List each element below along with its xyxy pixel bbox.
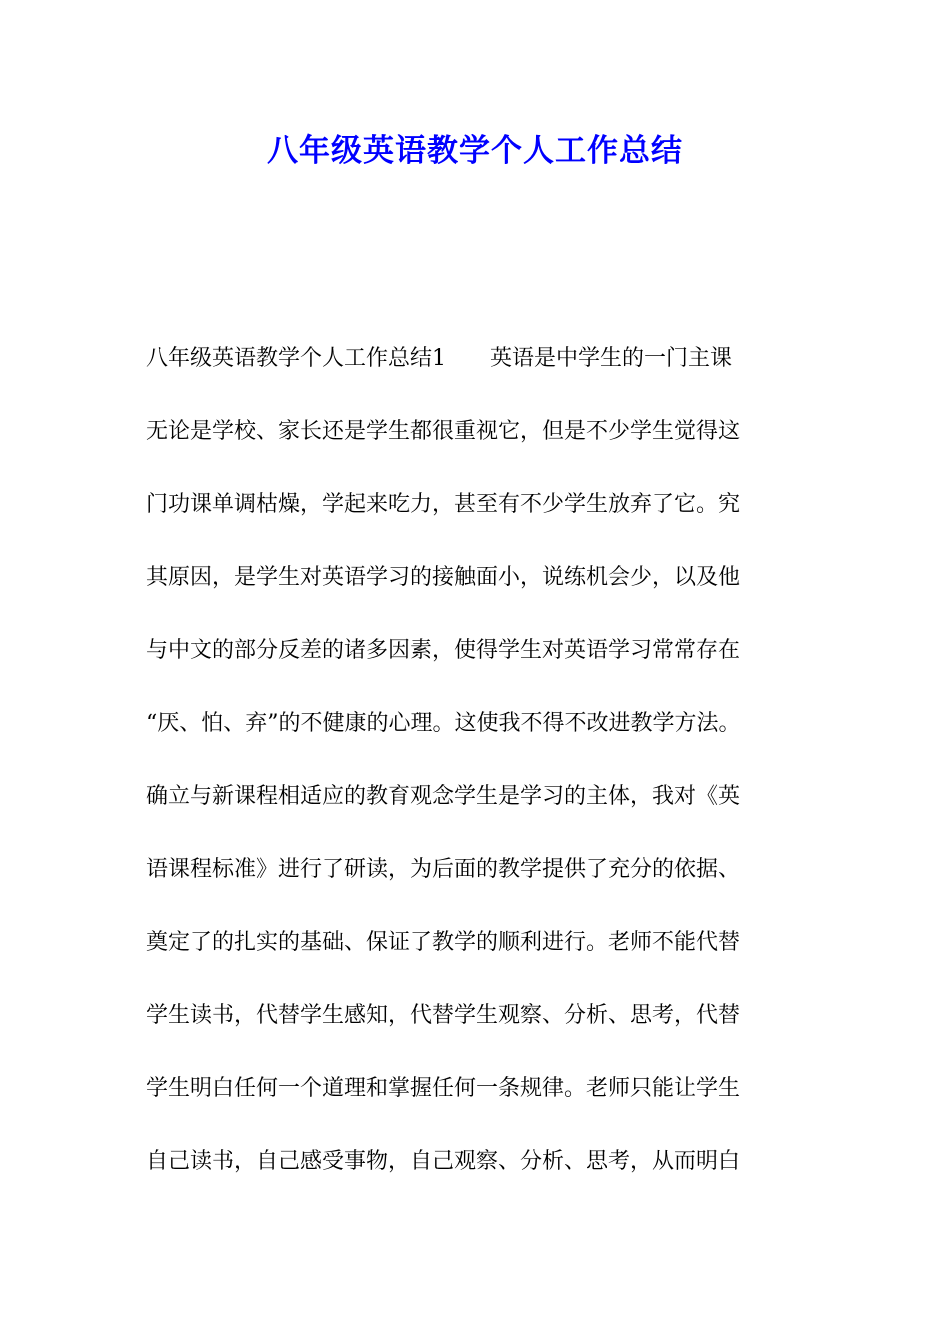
document-title: 八年级英语教学个人工作总结	[267, 133, 683, 169]
text-line: 学生明白任何一个道理和掌握任何一条规律。老师只能让学生	[146, 1076, 741, 1101]
text-line: 奠定了的扎实的基础、保证了教学的顺利进行。老师不能代替	[146, 930, 741, 955]
text-line: 自己读书，自己感受事物，自己观察、分析、思考，从而明白	[146, 1149, 741, 1174]
text-line: 确立与新课程相适应的教育观念学生是学习的主体，我对《英	[146, 784, 741, 809]
document-body	[146, 339, 846, 1215]
text-line: 八年级英语教学个人工作总结1 英语是中学生的一门主课	[146, 346, 732, 371]
text-line: 其原因，是学生对英语学习的接触面小，说练机会少，以及他	[146, 565, 741, 590]
text-line: 语课程标准》进行了研读，为后面的教学提供了充分的依据、	[146, 857, 741, 882]
text-line: 无论是学校、家长还是学生都很重视它，但是不少学生觉得这	[146, 419, 741, 444]
text-line: 门功课单调枯燥，学起来吃力，甚至有不少学生放弃了它。究	[146, 492, 741, 517]
text-line: 学生读书，代替学生感知，代替学生观察、分析、思考，代替	[146, 1003, 741, 1028]
text-line: 与中文的部分反差的诸多因素，使得学生对英语学习常常存在	[146, 638, 741, 663]
text-line: “厌、怕、弃”的不健康的心理。这使我不得不改进教学方法。	[146, 711, 741, 736]
